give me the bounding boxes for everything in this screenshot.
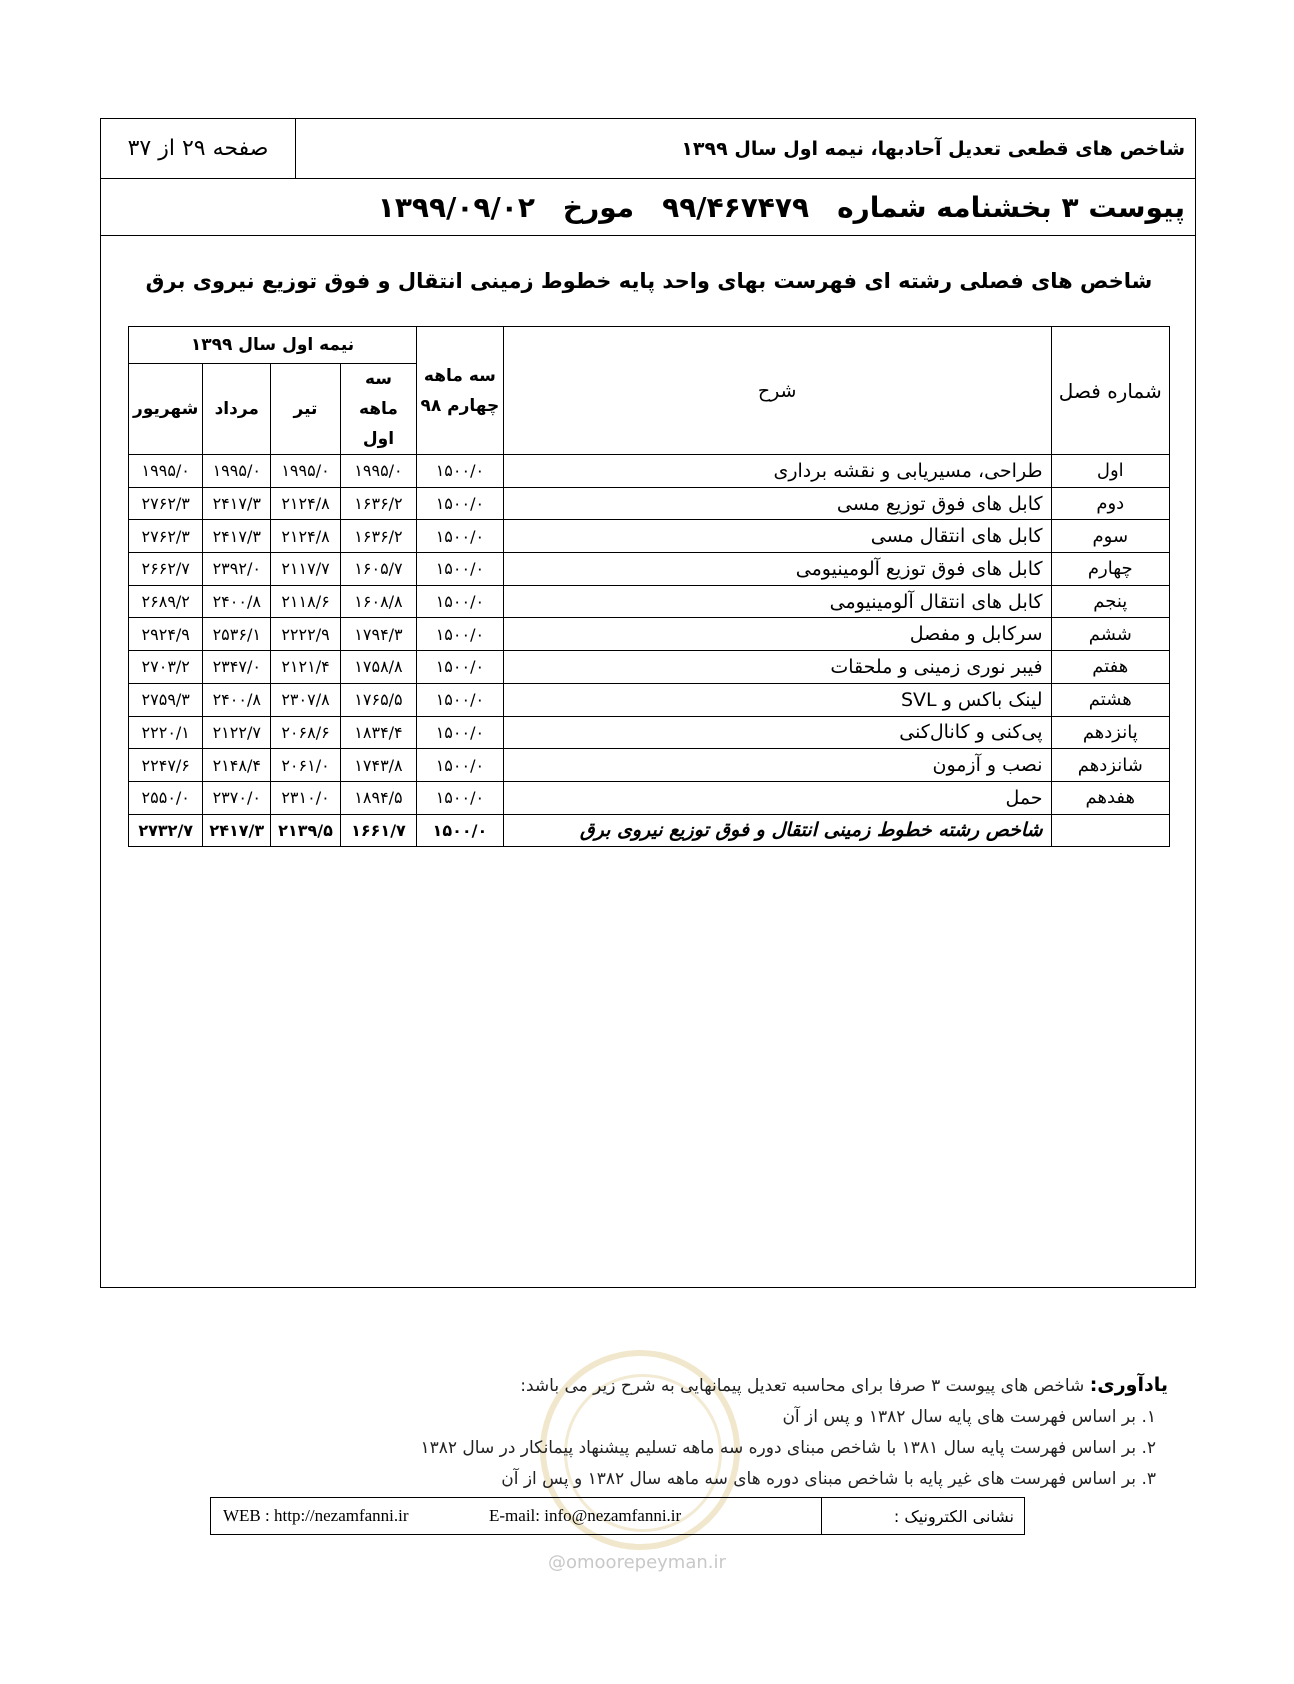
mordad-cell: ۲۴۱۷/۳	[203, 814, 271, 847]
footer-box	[210, 1497, 1025, 1535]
header-mordad: مرداد	[203, 364, 271, 455]
shahrivar-cell: ۱۹۹۵/۰	[129, 455, 203, 488]
description-cell: سرکابل و مفصل	[503, 618, 1051, 651]
q4-98-cell: ۱۵۰۰/۰	[417, 683, 504, 716]
total-row	[129, 814, 1170, 847]
header-q4-98: سه ماهه چهارم ۹۸	[417, 327, 504, 455]
q1-cell: ۱۶۶۱/۷	[340, 814, 416, 847]
page-frame	[100, 118, 1196, 1288]
description-cell: فیبر نوری زمینی و ملحقات	[503, 651, 1051, 684]
shahrivar-cell: ۲۲۴۷/۶	[129, 749, 203, 782]
mordad-cell: ۲۴۱۷/۳	[203, 520, 271, 553]
q4-98-cell: ۱۵۰۰/۰	[417, 814, 504, 847]
tir-cell: ۲۱۲۴/۸	[271, 520, 341, 553]
header-shahrivar: شهریور	[129, 364, 203, 455]
description-cell: لینک باکس و SVL	[503, 683, 1051, 716]
shahrivar-cell: ۲۷۰۳/۲	[129, 651, 203, 684]
table-row	[129, 683, 1170, 716]
table-row	[129, 455, 1170, 488]
q4-98-cell: ۱۵۰۰/۰	[417, 618, 504, 651]
reminder-heading: یادآوری:	[1089, 1374, 1168, 1396]
header-first-half-1399: نیمه اول سال ۱۳۹۹	[129, 327, 417, 364]
shahrivar-cell: ۲۷۳۲/۷	[129, 814, 203, 847]
table-row	[129, 716, 1170, 749]
mordad-cell: ۲۳۹۲/۰	[203, 553, 271, 586]
reminder-item: ۳. بر اساس فهرست های غیر پایه با شاخص مبنای دوره های سه ماهه سال ۱۳۸۲ و پس از آن	[501, 1469, 1156, 1489]
q4-98-cell: ۱۵۰۰/۰	[417, 553, 504, 586]
q1-cell: ۱۷۹۴/۳	[340, 618, 416, 651]
shahrivar-cell: ۲۷۶۲/۳	[129, 487, 203, 520]
q1-cell: ۱۶۳۶/۲	[340, 520, 416, 553]
season-cell: هشتم	[1051, 683, 1169, 716]
description-cell: کابل های انتقال مسی	[503, 520, 1051, 553]
table-row	[129, 585, 1170, 618]
mordad-cell: ۲۱۴۸/۴	[203, 749, 271, 782]
mordad-cell: ۲۱۲۲/۷	[203, 716, 271, 749]
description-cell: پی‌کنی و کانال‌کنی	[503, 716, 1051, 749]
mordad-cell: ۲۴۱۷/۳	[203, 487, 271, 520]
season-cell: ششم	[1051, 618, 1169, 651]
q4-98-cell: ۱۵۰۰/۰	[417, 749, 504, 782]
shahrivar-cell: ۲۶۶۲/۷	[129, 553, 203, 586]
footer-email-link[interactable]: E-mail: info@nezamfanni.ir	[489, 1506, 682, 1525]
season-cell: اول	[1051, 455, 1169, 488]
q1-cell: ۱۸۹۴/۵	[340, 781, 416, 814]
tir-cell: ۲۱۲۴/۸	[271, 487, 341, 520]
q4-98-cell: ۱۵۰۰/۰	[417, 520, 504, 553]
circular-row	[101, 179, 1195, 236]
q4-98-cell: ۱۵۰۰/۰	[417, 651, 504, 684]
tir-cell: ۱۹۹۵/۰	[271, 455, 341, 488]
description-cell: کابل های انتقال آلومینیومی	[503, 585, 1051, 618]
description-cell: شاخص رشته خطوط زمینی انتقال و فوق توزیع نیروی برق	[503, 814, 1051, 847]
mordad-cell: ۲۵۳۶/۱	[203, 618, 271, 651]
q4-98-cell: ۱۵۰۰/۰	[417, 716, 504, 749]
season-cell: پانزدهم	[1051, 716, 1169, 749]
description-cell: کابل های فوق توزیع آلومینیومی	[503, 553, 1051, 586]
description-cell: طراحی، مسیریابی و نقشه برداری	[503, 455, 1051, 488]
footer-label: نشانی الکترونیک :	[821, 1498, 1024, 1534]
tir-cell: ۲۳۱۰/۰	[271, 781, 341, 814]
q1-cell: ۱۶۳۶/۲	[340, 487, 416, 520]
reminder-note	[421, 1370, 1169, 1495]
season-cell: شانزدهم	[1051, 749, 1169, 782]
q1-cell: ۱۶۰۸/۸	[340, 585, 416, 618]
tir-cell: ۲۱۱۷/۷	[271, 553, 341, 586]
table-row	[129, 651, 1170, 684]
q4-98-cell: ۱۵۰۰/۰	[417, 781, 504, 814]
mordad-cell: ۲۳۷۰/۰	[203, 781, 271, 814]
mordad-cell: ۲۳۴۷/۰	[203, 651, 271, 684]
shahrivar-cell: ۲۶۸۹/۲	[129, 585, 203, 618]
dated-label: مورخ	[562, 190, 635, 224]
shahrivar-cell: ۲۷۶۲/۳	[129, 520, 203, 553]
mordad-cell: ۱۹۹۵/۰	[203, 455, 271, 488]
tir-cell: ۲۱۳۹/۵	[271, 814, 341, 847]
tir-cell: ۲۲۲۲/۹	[271, 618, 341, 651]
circular-number: ۹۹/۴۶۷۴۷۹	[662, 190, 810, 224]
index-table	[128, 326, 1170, 847]
q1-cell: ۱۷۶۵/۵	[340, 683, 416, 716]
season-cell	[1051, 814, 1169, 847]
reminder-item: ۲. بر اساس فهرست پایه سال ۱۳۸۱ با شاخص مبنای دوره سه ماهه تسلیم پیشنهاد پیمانکار در سال ۱۳۸۲	[420, 1438, 1156, 1458]
header-description: شرح	[503, 327, 1051, 455]
q1-cell: ۱۷۴۳/۸	[340, 749, 416, 782]
description-cell: حمل	[503, 781, 1051, 814]
tir-cell: ۲۳۰۷/۸	[271, 683, 341, 716]
circular-date: ۱۳۹۹/۰۹/۰۲	[377, 190, 535, 224]
shahrivar-cell: ۲۲۲۰/۱	[129, 716, 203, 749]
table-row	[129, 520, 1170, 553]
description-cell: کابل های فوق توزیع مسی	[503, 487, 1051, 520]
circular-label: پیوست ۳ بخشنامه شماره	[837, 190, 1185, 224]
season-cell: هفتم	[1051, 651, 1169, 684]
season-cell: پنجم	[1051, 585, 1169, 618]
shahrivar-cell: ۲۷۵۹/۳	[129, 683, 203, 716]
q1-cell: ۱۸۳۴/۴	[340, 716, 416, 749]
table-row	[129, 487, 1170, 520]
q1-cell: ۱۷۵۸/۸	[340, 651, 416, 684]
watermark-text: @omoorepeyman.ir	[548, 1552, 726, 1573]
q1-cell: ۱۶۰۵/۷	[340, 553, 416, 586]
q4-98-cell: ۱۵۰۰/۰	[417, 455, 504, 488]
q1-cell: ۱۹۹۵/۰	[340, 455, 416, 488]
season-cell: هفدهم	[1051, 781, 1169, 814]
header-row	[101, 119, 1195, 179]
header-q1: سه ماهه اول	[340, 364, 416, 455]
table-row	[129, 618, 1170, 651]
tir-cell: ۲۱۲۱/۴	[271, 651, 341, 684]
header-season-number: شماره فصل	[1051, 327, 1169, 455]
q4-98-cell: ۱۵۰۰/۰	[417, 585, 504, 618]
tir-cell: ۲۱۱۸/۶	[271, 585, 341, 618]
season-cell: دوم	[1051, 487, 1169, 520]
table-row	[129, 553, 1170, 586]
header-tir: تیر	[271, 364, 341, 455]
reminder-item: ۱. بر اساس فهرست های پایه سال ۱۳۸۲ و پس از آن	[782, 1407, 1156, 1427]
document-title: شاخص های قطعی تعدیل آحادبها، نیمه اول سال ۱۳۹۹	[681, 137, 1185, 160]
season-cell: چهارم	[1051, 553, 1169, 586]
table-row	[129, 781, 1170, 814]
description-cell: نصب و آزمون	[503, 749, 1051, 782]
q4-98-cell: ۱۵۰۰/۰	[417, 487, 504, 520]
page-number: صفحه ۲۹ از ۳۷	[101, 119, 296, 178]
mordad-cell: ۲۴۰۰/۸	[203, 585, 271, 618]
shahrivar-cell: ۲۵۵۰/۰	[129, 781, 203, 814]
section-title: شاخص های فصلی رشته ای فهرست بهای واحد پایه خطوط زمینی انتقال و فوق توزیع نیروی برق	[145, 269, 1153, 293]
season-cell: سوم	[1051, 520, 1169, 553]
table-row	[129, 749, 1170, 782]
shahrivar-cell: ۲۹۲۴/۹	[129, 618, 203, 651]
tir-cell: ۲۰۶۸/۶	[271, 716, 341, 749]
mordad-cell: ۲۴۰۰/۸	[203, 683, 271, 716]
footer-web-link[interactable]: WEB : http://nezamfanni.ir	[223, 1506, 409, 1525]
reminder-intro: شاخص های پیوست ۳ صرفا برای محاسبه تعدیل پیمانهایی به شرح زیر می باشد:	[520, 1376, 1085, 1396]
tir-cell: ۲۰۶۱/۰	[271, 749, 341, 782]
